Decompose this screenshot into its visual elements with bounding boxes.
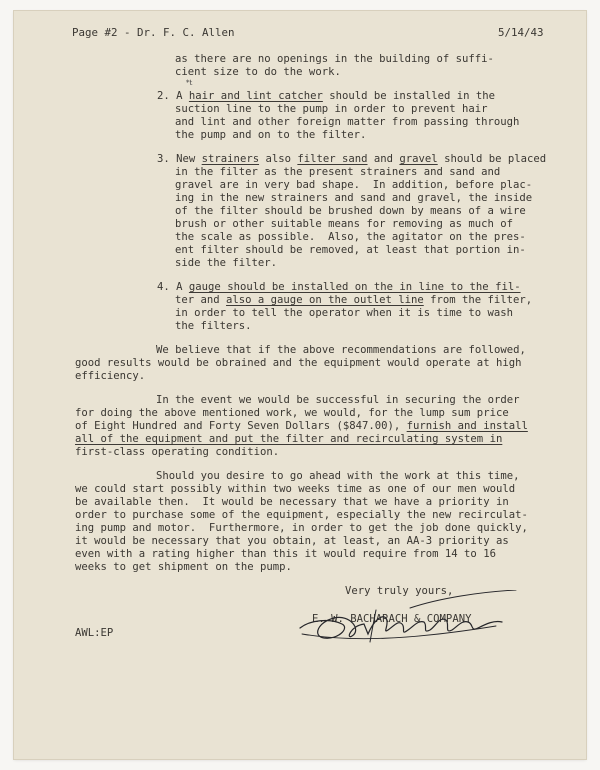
item-2-text-rest: should be installed in the — [322, 90, 496, 102]
desire-line: weeks to get shipment on the pump. — [75, 561, 292, 573]
desire-line: Should you desire to go ahead with the work at this time, — [156, 470, 520, 482]
desire-line: even with a rating higher than this it would require from 14 to 16 — [75, 548, 496, 560]
item-3-text-1: New — [176, 153, 202, 165]
item-4-text-a: A — [176, 281, 189, 293]
item-3-first-line — [157, 153, 546, 166]
typist-initials: AWL:EP — [75, 627, 114, 639]
desire-line: we could start possibly within two weeks time as one of our men would — [75, 483, 516, 495]
item-3-text-4: should be placed — [437, 153, 547, 165]
event-text-price: of Eight Hundred and Forty Seven Dollars ($847.00), — [75, 420, 407, 432]
item-4-text-2a: ter and — [175, 294, 227, 306]
item-3-line: ent filter should be removed, at least that portion in- — [175, 244, 526, 256]
item-3-line: brush or other suitable means for removing as much of — [175, 218, 514, 230]
item-3-text-3: and — [367, 153, 400, 165]
intro-line-2: cient size to do the work. — [175, 66, 341, 78]
desire-line: order to purchase some of the equipment, especially the new recirculat- — [75, 509, 528, 521]
item-3-line: in the filter as the present strainers and sand and — [175, 166, 501, 178]
believe-line-2: good results would be obrained and the equipment would operate at high — [75, 357, 522, 369]
intro-line-1: as there are no openings in the building of suffi- — [175, 53, 494, 65]
item-4-underlined-outlet: also a gauge on the outlet line — [226, 294, 424, 306]
item-3-underlined-filter-sand: filter sand — [297, 153, 368, 165]
event-underlined-furnish: furnish and install — [406, 420, 528, 432]
company-name: E. W. BACHARACH & COMPANY — [312, 613, 472, 625]
letter-date: 5/14/43 — [498, 26, 544, 39]
handwritten-signature — [290, 590, 530, 660]
item-3-underlined-gravel: gravel — [399, 153, 438, 165]
event-line-5: first-class operating condition. — [75, 446, 280, 458]
item-3-line: ing in the new strainers and sand and gravel, the inside — [175, 192, 533, 204]
item-4-line-4: the filters. — [175, 320, 252, 332]
item-2-number: 2. — [157, 90, 170, 102]
item-3-line: gravel are in very bad shape. In addition, before plac- — [175, 179, 533, 191]
item-4-line-3: in order to tell the operator when it is time to wash — [175, 307, 514, 319]
item-2-line: and lint and other foreign matter from passing through — [175, 116, 520, 128]
believe-line-1: We believe that if the above recommendations are followed, — [156, 344, 526, 356]
item-3-number: 3. — [157, 153, 170, 165]
item-2-line: the pump and on to the filter. — [175, 129, 367, 141]
event-line-4 — [75, 433, 502, 446]
believe-line-3: efficiency. — [75, 370, 146, 382]
desire-line: ing pump and motor. Furthermore, in order to get the job done quickly, — [75, 522, 528, 534]
event-underlined-equipment: all of the equipment and put the filter and recirculating system in — [75, 433, 503, 445]
event-line-1: In the event we would be successful in securing the order — [156, 394, 520, 406]
item-3-line: the scale as possible. Also, the agitator on the pres- — [175, 231, 526, 243]
page-header-label: Page #2 - Dr. F. C. Allen — [72, 26, 235, 39]
handwritten-annotation: *t — [186, 79, 193, 87]
item-3-line: of the filter should be brushed down by means of a wire — [175, 205, 526, 217]
item-2-line: suction line to the pump in order to prevent hair — [175, 103, 488, 115]
desire-line: it would be necessary that you obtain, at least, an AA-3 priority as — [75, 535, 509, 547]
item-4-line-2 — [175, 294, 532, 307]
event-line-2: for doing the above mentioned work, we would, for the lump sum price — [75, 407, 509, 419]
item-2-text-a: A — [176, 90, 189, 102]
item-3-underlined-strainers: strainers — [201, 153, 260, 165]
item-2-first-line — [157, 90, 495, 103]
desire-line: be available then. It would be necessary that we have a priority in — [75, 496, 509, 508]
item-4-underlined-gauge: gauge should be installed on the in line to the fil- — [188, 281, 521, 293]
event-line-3 — [75, 420, 528, 433]
item-3-text-2: also — [259, 153, 298, 165]
closing-salutation: Very truly yours, — [345, 585, 454, 597]
item-2-underlined: hair and lint catcher — [188, 90, 323, 102]
item-4-number: 4. — [157, 281, 170, 293]
item-4-text-2b: from the filter, — [423, 294, 533, 306]
item-4-first-line — [157, 281, 521, 294]
item-3-line: side the filter. — [175, 257, 278, 269]
